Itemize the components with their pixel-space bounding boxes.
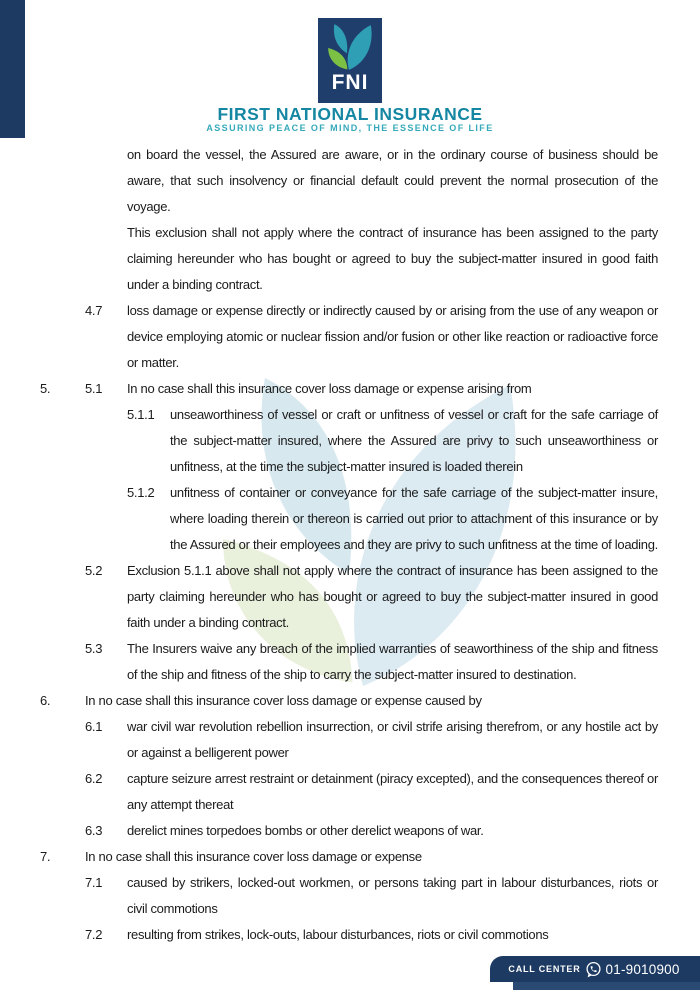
clause-number-level3: 5.1.1 [127, 407, 155, 422]
brand-title: FIRST NATIONAL INSURANCE [217, 104, 483, 124]
clause-number-level2: 5.2 [85, 563, 103, 578]
clause [40, 220, 658, 298]
fni-logo [318, 18, 382, 103]
clause-text: unseaworthiness of vessel or craft or unfitness of vessel or craft for the safe carriage of the subject-matter insured, where the Assured are privy to such unseaworthiness or unfitness, at the time the subject-matter insured is loaded therein [170, 407, 658, 474]
call-center-label: CALL CENTER [508, 964, 581, 974]
clause-text: This exclusion shall not apply where the contract of insurance has been assigned to the party claiming hereunder who has bought or agreed to buy the subject-matter insured in good faith under a binding contract. [127, 225, 658, 292]
clause-text: In no case shall this insurance cover loss damage or expense [85, 849, 422, 864]
clause-number-level3: 5.1.2 [127, 485, 155, 500]
clause-text: on board the vessel, the Assured are aware, or in the ordinary course of business should be aware, that such insolvency or financial default could prevent the normal prosecution of the voyage. [127, 147, 658, 214]
clause-list [40, 142, 658, 948]
clause [40, 870, 658, 922]
clause [40, 636, 658, 688]
clause-text: In no case shall this insurance cover loss damage or expense arising from [127, 381, 532, 396]
clause [40, 714, 658, 766]
phone-number: 01-9010900 [605, 961, 680, 977]
clause-text: capture seizure arrest restraint or detainment (piracy excepted), and the consequences thereof or any attempt thereat [127, 771, 658, 812]
clause-number-level2: 7.1 [85, 875, 103, 890]
logo-text: FNI [331, 71, 369, 94]
clause [40, 844, 658, 870]
clause-number-level2: 6.1 [85, 719, 103, 734]
clause [40, 818, 658, 844]
clause-number-level2: 4.7 [85, 303, 103, 318]
clause-number-level1: 7. [40, 849, 51, 864]
clause-text: resulting from strikes, lock-outs, labour disturbances, riots or civil commotions [127, 927, 549, 942]
clause-text: unfitness of container or conveyance for the safe carriage of the subject-matter insure, where loading therein or thereon is carried out prior to attachment of this insurance or by the Assured or their employees and they are privy to such unfitness at the time of loading. [170, 485, 658, 552]
clause [40, 766, 658, 818]
clause-number-level1: 6. [40, 693, 51, 708]
clause-text: derelict mines torpedoes bombs or other derelict weapons of war. [127, 823, 484, 838]
clause-text: In no case shall this insurance cover loss damage or expense caused by [85, 693, 482, 708]
phone-icon [585, 961, 602, 978]
clause-text: The Insurers waive any breach of the implied warranties of seaworthiness of the ship and fitness of the ship and fitness of the ship to carry the subject-matter insured to destination. [127, 641, 658, 682]
clause [40, 558, 658, 636]
clause-number-level2: 5.1 [85, 381, 103, 396]
clause-text: caused by strikers, locked-out workmen, or persons taking part in labour disturbances, riots or civil commotions [127, 875, 658, 916]
call-center-ribbon [490, 956, 700, 982]
clause-number-level2: 6.2 [85, 771, 103, 786]
clause [40, 922, 658, 948]
clause-text: Exclusion 5.1.1 above shall not apply where the contract of insurance has been assigned to the party claiming hereunder who has bought or agreed to buy the subject-matter insured in good faith under a binding contract. [127, 563, 658, 630]
brand-tagline: ASSURING PEACE OF MIND, THE ESSENCE OF LIFE [206, 123, 494, 133]
footer-bottom-strip [513, 982, 700, 990]
clause [40, 402, 658, 480]
clause [40, 480, 658, 558]
clause [40, 688, 658, 714]
clause-number-level2: 6.3 [85, 823, 103, 838]
clause-number-level1: 5. [40, 381, 51, 396]
clause-number-level2: 5.3 [85, 641, 103, 656]
leaves-icon [324, 24, 376, 71]
clause-number-level2: 7.2 [85, 927, 103, 942]
clause-text: loss damage or expense directly or indirectly caused by or arising from the use of any weapon or device employing atomic or nuclear fission and/or fusion or other like reaction or radioactive force or matter. [127, 303, 658, 370]
clause [40, 142, 658, 220]
clause [40, 298, 658, 376]
clause [40, 376, 658, 402]
clause-text: war civil war revolution rebellion insurrection, or civil strife arising therefrom, or any hostile act by or against a belligerent power [127, 719, 658, 760]
